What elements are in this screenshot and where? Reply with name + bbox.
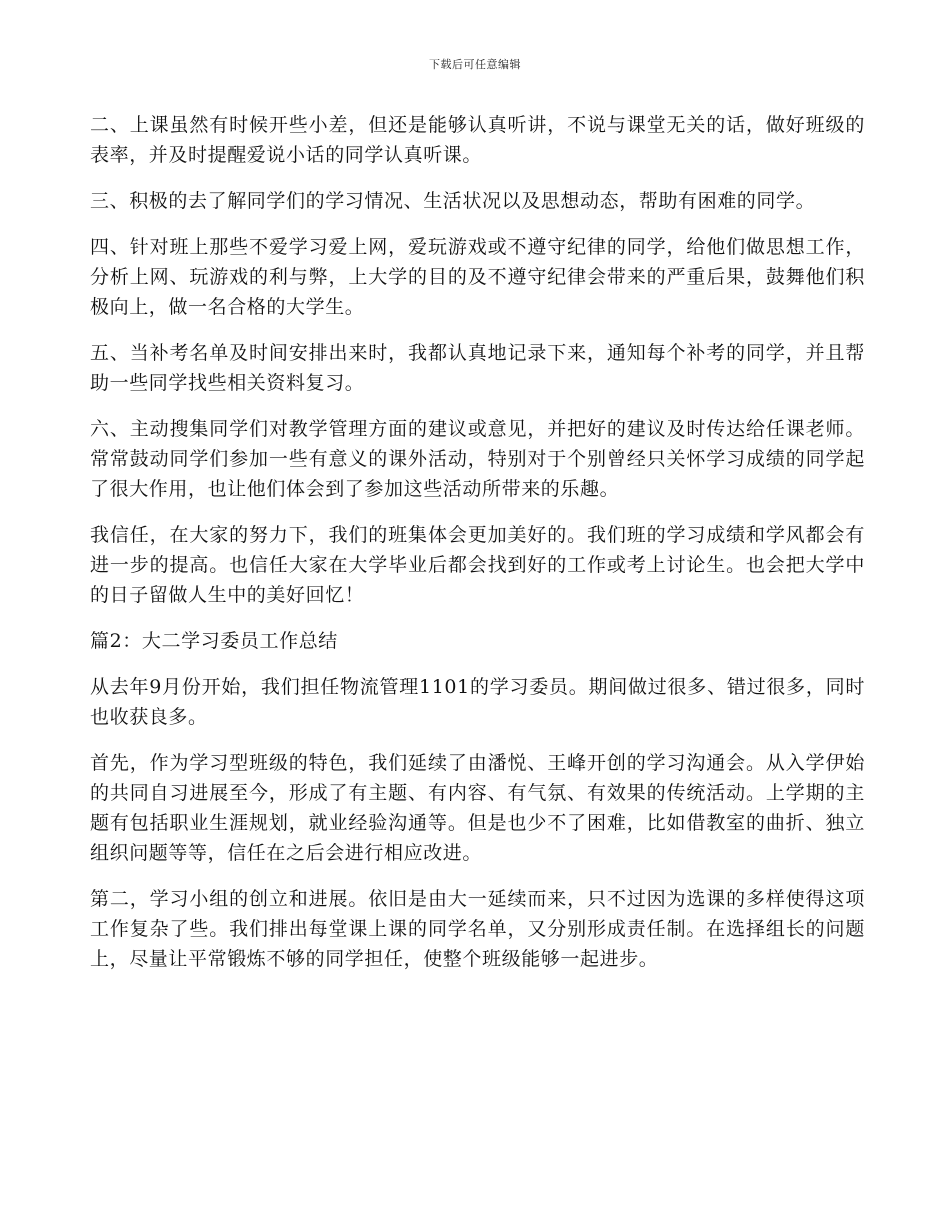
document-body — [90, 110, 865, 990]
paragraph-3: 三、积极的去了解同学们的学习情况、生活状况以及思想动态，帮助有困难的同学。 — [90, 190, 816, 212]
paragraph-first: 首先，作为学习型班级的特色，我们延续了由潘悦、王峰开创的学习沟通会。从入学伊始的共同自习进展至今，形成了有主题、有内容、有气氛、有效果的传统活动。上学期的主题有包括职业生涯规划，就业经验沟通等。但是也少不了困难，比如借教室的曲折、独立组织问题等等，信任在之后会进行相应改进。 — [90, 752, 865, 864]
page-header: 下载后可任意编辑 — [429, 58, 521, 71]
paragraph-second: 第二，学习小组的创立和进展。依旧是由大一延续而来，只不过因为选课的多样使得这项工作复杂了些。我们排出每堂课上课的同学名单，又分别形成责任制。在选择组长的问题上，尽量让平常锻炼不够的同学担任，使整个班级能够一起进步。 — [90, 888, 865, 970]
section-heading: 篇2：大二学习委员工作总结 — [90, 630, 338, 652]
paragraph-4: 四、针对班上那些不爱学习爱上网，爱玩游戏或不遵守纪律的同学，给他们做思想工作，分析上网、玩游戏的利与弊，上大学的目的及不遵守纪律会带来的严重后果，鼓舞他们积极向上，做一名合格的大学生。 — [90, 236, 865, 318]
paragraph-5: 五、当补考名单及时间安排出来时，我都认真地记录下来，通知每个补考的同学，并且帮助一些同学找些相关资料复习。 — [90, 342, 865, 394]
paragraph-conclusion: 我信任，在大家的努力下，我们的班集体会更加美好的。我们班的学习成绩和学风都会有进一步的提高。也信任大家在大学毕业后都会找到好的工作或考上讨论生。也会把大学中的日子留做人生中的美好回忆！ — [90, 524, 865, 606]
paragraph-intro: 从去年9月份开始，我们担任物流管理1101的学习委员。期间做过很多、错过很多，同时也收获良多。 — [90, 676, 865, 728]
paragraph-2: 二、上课虽然有时候开些小差，但还是能够认真听讲，不说与课堂无关的话，做好班级的表率，并及时提醒爱说小话的同学认真听课。 — [90, 114, 865, 166]
paragraph-6: 六、主动搜集同学们对教学管理方面的建议或意见，并把好的建议及时传达给任课老师。常常鼓动同学们参加一些有意义的课外活动，特别对于个别曾经只关怀学习成绩的同学起了很大作用，也让他们体会到了参加这些活动所带来的乐趣。 — [90, 418, 865, 500]
